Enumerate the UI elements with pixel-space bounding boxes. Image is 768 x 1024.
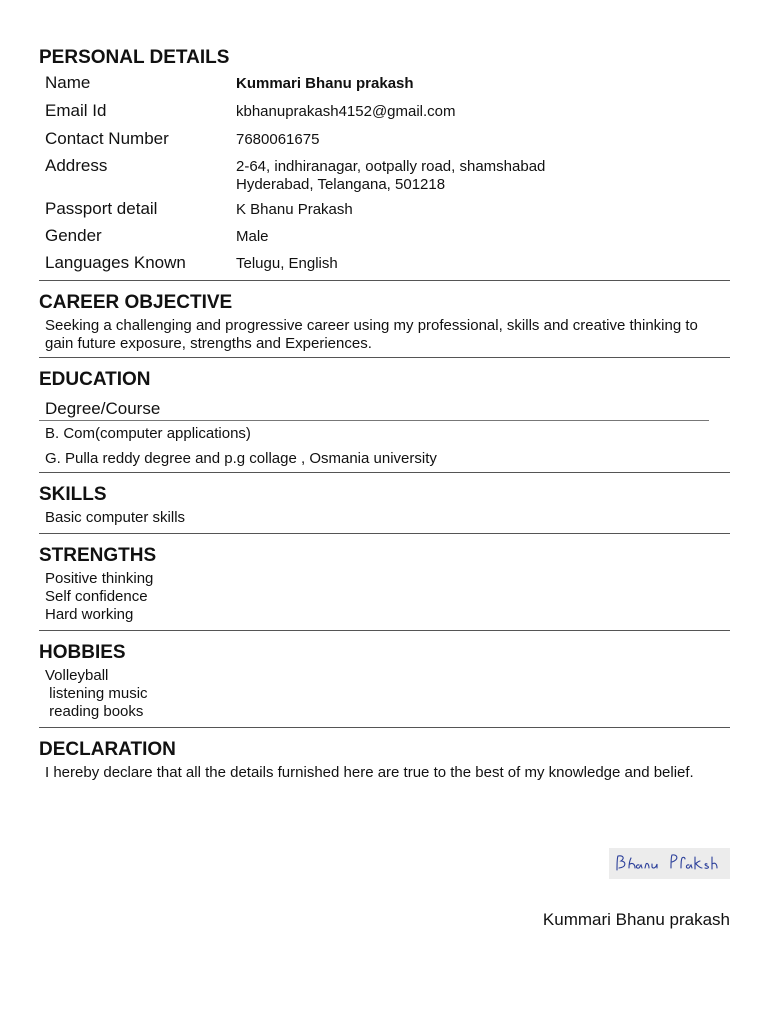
section-title-declaration: DECLARATION	[39, 739, 176, 760]
address-row	[39, 155, 730, 198]
passport-label: Passport detail	[45, 199, 158, 218]
address-line-1: 2-64, indhiranagar, ootpally road, shamshabad	[236, 158, 546, 175]
section-title-strengths: STRENGTHS	[39, 545, 157, 566]
strength-item: Positive thinking	[45, 570, 154, 587]
section-title-education: EDUCATION	[39, 369, 151, 390]
declaration-text: I hereby declare that all the details furnished here are true to the best of my knowledge and belief.	[45, 764, 694, 781]
passport-value: K Bhanu Prakash	[236, 201, 353, 218]
signatory-name: Kummari Bhanu prakash	[542, 910, 730, 929]
skill-item: Basic computer skills	[45, 509, 186, 526]
strengths-section	[39, 534, 730, 631]
gender-label: Gender	[45, 226, 102, 245]
skills-section	[39, 473, 730, 534]
passport-row	[39, 198, 730, 225]
address-value	[236, 155, 545, 194]
hobby-item: listening music	[45, 685, 148, 702]
section-title-career: CAREER OBJECTIVE	[39, 292, 233, 313]
education-section	[39, 358, 730, 473]
strength-item: Hard working	[45, 606, 134, 623]
section-title-skills: SKILLS	[39, 484, 107, 505]
languages-label: Languages Known	[45, 253, 186, 272]
education-item: B. Com(computer applications)	[45, 425, 251, 442]
contact-value: 7680061675	[236, 131, 320, 148]
email-value: kbhanuprakash4152@gmail.com	[236, 103, 456, 120]
section-title-hobbies: HOBBIES	[39, 642, 126, 663]
name-row	[39, 72, 730, 100]
resume-page	[39, 44, 730, 782]
signature-image	[609, 848, 730, 879]
email-row	[39, 100, 730, 128]
handwritten-signature	[611, 850, 729, 878]
degree-course-header: Degree/Course	[39, 398, 709, 421]
gender-value: Male	[236, 228, 269, 245]
name-label: Name	[45, 73, 91, 92]
personal-details-section	[39, 44, 730, 281]
contact-row	[39, 128, 730, 155]
section-title-personal: PERSONAL DETAILS	[39, 47, 230, 68]
career-objective-text: Seeking a challenging and progressive career using my professional, skills and creative thinking to gain future exposure, strengths and Experiences.	[45, 317, 698, 352]
languages-value: Telugu, English	[236, 255, 338, 272]
name-value: Kummari Bhanu prakash	[236, 75, 414, 92]
education-item: G. Pulla reddy degree and p.g collage , Osmania university	[45, 450, 437, 467]
declaration-section	[39, 728, 730, 782]
address-label: Address	[45, 156, 108, 175]
hobbies-section	[39, 631, 730, 728]
contact-label: Contact Number	[45, 129, 169, 148]
career-objective-section	[39, 281, 730, 358]
gender-row	[39, 225, 730, 252]
hobby-item: reading books	[45, 703, 144, 720]
email-label: Email Id	[45, 101, 107, 120]
hobby-item: Volleyball	[45, 667, 109, 684]
address-line-2: Hyderabad, Telangana, 501218	[236, 176, 446, 193]
languages-row	[39, 252, 730, 274]
strength-item: Self confidence	[45, 588, 148, 605]
